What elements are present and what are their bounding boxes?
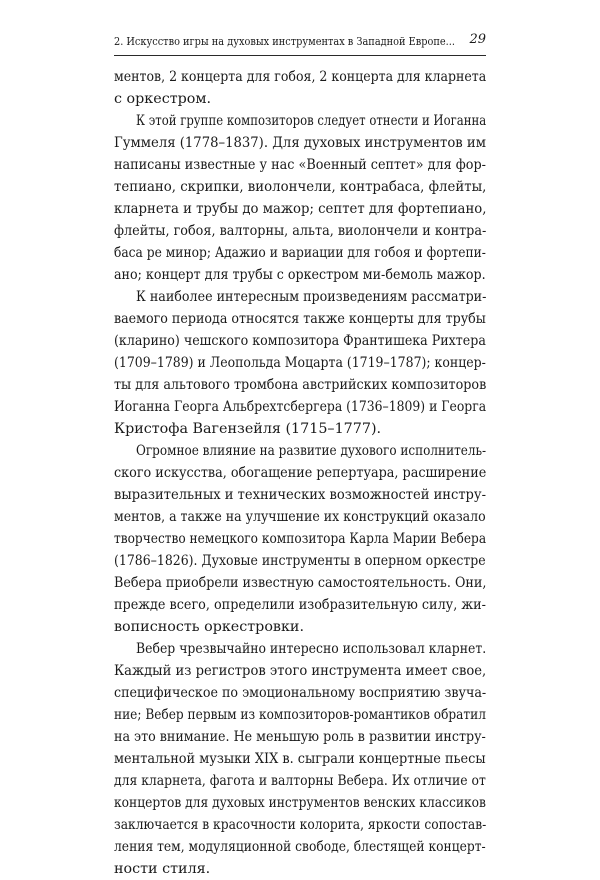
text-line: выразительных и технических возможностей инстру- <box>114 487 487 503</box>
text-line: для кларнета, фагота и валторны Вебера. Их отличие от <box>114 773 486 789</box>
text-line: вописность оркестровки. <box>114 619 304 635</box>
text-line: ние; Вебер первым из композиторов-романтиков обратил <box>114 707 486 723</box>
paragraph-first-line: К наиболее интересным произведениям рассматри- <box>136 289 487 305</box>
text-line: ментов, 2 концерта для гобоя, 2 концерта для кларнета <box>114 69 487 85</box>
text-line: ментальной музыки XIX в. сыграли концертные пьесы <box>114 751 486 767</box>
text-line: заключается в красочности колорита, яркости сопостав- <box>114 817 487 833</box>
text-line: ления тем, модуляционной свободе, блестящей концерт- <box>114 839 486 855</box>
text-line: концертов для духовых инструментов венских классиков <box>114 795 486 811</box>
text-line: Гуммеля (1778–1837). Для духовых инструментов им <box>114 135 486 151</box>
text-line: Вебера приобрели известную самостоятельность. Они, <box>114 575 487 591</box>
text-line: ского искусства, обогащение репертуара, расширение <box>114 465 487 481</box>
text-line: (1786–1826). Духовые инструменты в оперном оркестре <box>114 553 486 569</box>
text-line: тепиано, скрипки, виолончели, контрабаса, флейты, <box>114 179 487 195</box>
text-line: Каждый из регистров этого инструмента имеет свое, <box>114 663 487 679</box>
paragraph-first-line: Вебер чрезвычайно интересно использовал кларнет. <box>136 641 487 657</box>
text-line: Кристофа Вагензейля (1715–1777). <box>114 421 382 437</box>
text-line: Иоганна Георга Альбрехтсбергера (1736–1809) и Георга <box>114 399 487 415</box>
text-line: ано; концерт для трубы с оркестром ми-бемоль мажор. <box>114 267 486 283</box>
text-line: ментов, а также на улучшение их конструкций оказало <box>114 509 486 525</box>
text-line: написаны известные у нас «Военный септет» для фор- <box>114 157 486 173</box>
text-line: флейты, гобоя, валторны, альта, виолончели и контра- <box>114 223 487 239</box>
page-number: 29 <box>469 32 486 47</box>
running-header <box>114 34 486 48</box>
paragraph-first-line: Огромное влияние на развитие духового исполнитель- <box>136 443 487 459</box>
text-line: на это внимание. Не меньшую роль в развитии инстру- <box>114 729 486 745</box>
text-line: ности стиля. <box>114 861 211 877</box>
text-line: кларнета и трубы до мажор; септет для фортепиано, <box>114 201 487 217</box>
text-line: ты для альтового тромбона австрийских композиторов <box>114 377 487 393</box>
running-title: 2. Искусство игры на духовых инструментах в Западной Европе... <box>114 34 455 48</box>
text-line: (кларино) чешского композитора Франтишека Рихтера <box>114 333 486 349</box>
text-line: с оркестром. <box>114 91 212 107</box>
text-line: творчество немецкого композитора Карла Марии Вебера <box>114 531 487 547</box>
header-rule <box>114 55 486 56</box>
text-line: ваемого периода относятся также концерты для трубы <box>114 311 486 327</box>
text-line: баса ре минор; Адажио и вариации для гобоя и фортепи- <box>114 245 486 261</box>
text-line: специфическое по эмоциональному восприятию звуча- <box>114 685 487 701</box>
paragraph-first-line: К этой группе композиторов следует отнести и Иоганна <box>136 113 487 129</box>
body-text <box>114 66 486 880</box>
text-line: прежде всего, определили изобразительную силу, жи- <box>114 597 486 613</box>
text-line: (1709–1789) и Леопольда Моцарта (1719–1787); концер- <box>114 355 486 371</box>
